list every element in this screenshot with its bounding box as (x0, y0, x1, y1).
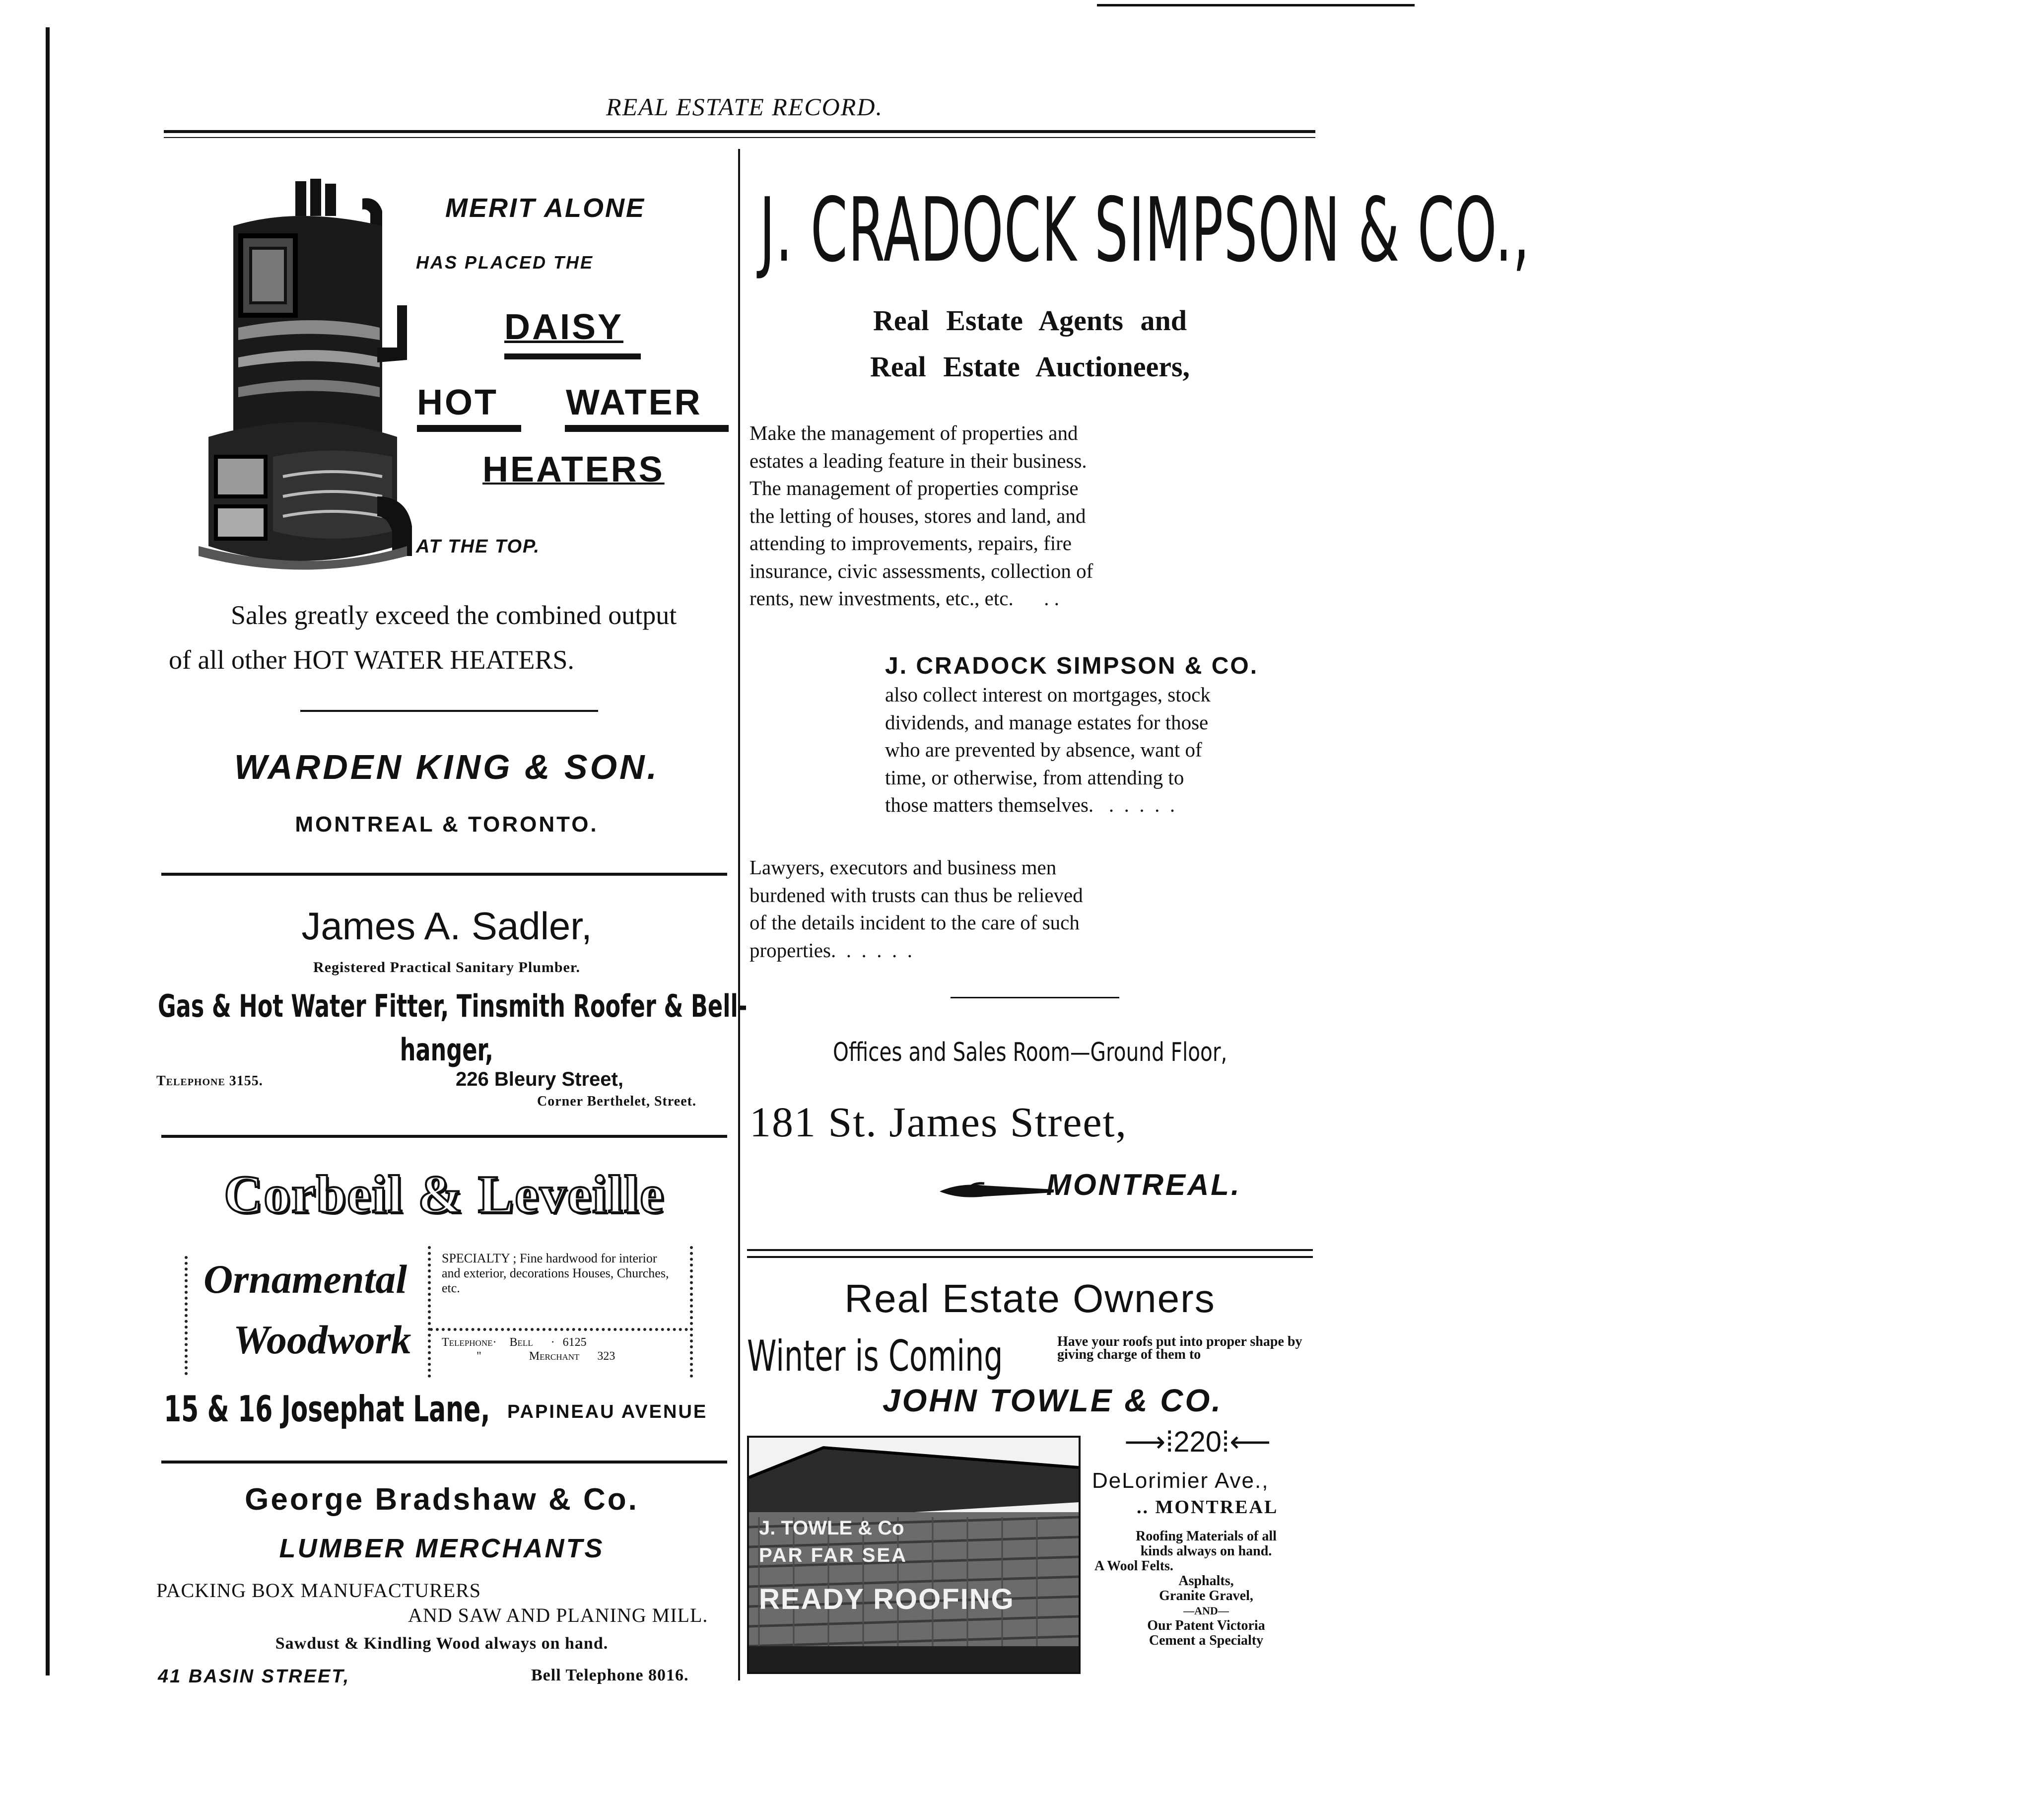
daisy-line-placed: HAS PLACED THE (416, 252, 594, 273)
section-rule-1 (161, 873, 727, 876)
daisy-cities: MONTREAL & TORONTO. (295, 812, 599, 837)
simpson-sub-2: Real Estate Auctioneers, (870, 350, 1190, 383)
daisy-water-underline (565, 425, 729, 432)
towle-heading: Real Estate Owners (844, 1276, 1216, 1321)
daisy-water: WATER (566, 383, 702, 422)
simpson-name (759, 179, 1530, 283)
corbeil-dotted-row (430, 1328, 688, 1331)
corbeil-telephone-block (442, 1335, 680, 1363)
simpson-p2-line-5: those matters themselves. . . . . . (885, 793, 1175, 816)
ornament-left-icon: ⟶⁞ (1124, 1426, 1174, 1458)
sadler-trades-1 (158, 988, 748, 1024)
daisy-hot: HOT (417, 383, 498, 422)
simpson-p2-line-4: time, or otherwise, from attending to (885, 766, 1184, 789)
towle-material-7: Our Patent Victoria (1147, 1618, 1265, 1633)
corbeil-tel-merchant: 323 (597, 1350, 615, 1363)
sadler-corner: Corner Berthelet, Street. (537, 1094, 696, 1109)
towle-company: JOHN TOWLE & CO. (883, 1383, 1223, 1418)
towle-winter-text: Winter is Coming (747, 1331, 1003, 1381)
towle-number: 220 (1173, 1426, 1222, 1458)
daisy-brand-underline (504, 353, 641, 359)
page-header: REAL ESTATE RECORD. (606, 93, 883, 121)
corbeil-tel-merchant-label: Merchant (529, 1350, 580, 1363)
simpson-p3-line-4: properties. . . . . . (749, 938, 912, 962)
bradshaw-name: George Bradshaw & Co. (245, 1482, 639, 1517)
simpson-p1-line-7: rents, new investments, etc., etc. . . (749, 587, 1059, 610)
daisy-company: WARDEN KING & SON. (234, 748, 660, 786)
building-sign-3: READY ROOFING (759, 1583, 1015, 1615)
corbeil-ornamental: Ornamental (204, 1256, 408, 1302)
bradshaw-business: LUMBER MERCHANTS (279, 1534, 605, 1563)
section-rule-2 (161, 1135, 727, 1138)
simpson-sub-1: Real Estate Agents and (873, 304, 1187, 337)
simpson-p3-line-2: burdened with trusts can thus be relieved (749, 883, 1083, 907)
corbeil-dotted-left (185, 1256, 188, 1375)
sadler-telephone: Telephone 3155. (156, 1073, 263, 1089)
column-divider (738, 149, 740, 1680)
ornament-right-icon: ⁞⟵ (1222, 1426, 1271, 1458)
sadler-trades-2 (169, 1032, 725, 1068)
section-rule-right-bottom (747, 1256, 1313, 1258)
simpson-p3-line-3: of the details incident to the care of such (749, 911, 1080, 934)
pointing-hand-icon (940, 1182, 1054, 1201)
corbeil-woodwork: Woodwork (233, 1317, 411, 1362)
simpson-offices-text: Offices and Sales Room—Ground Floor, (832, 1038, 1227, 1067)
corbeil-tel-label: Telephone (442, 1336, 493, 1349)
simpson-p1-line-4: the letting of houses, stores and land, and (749, 504, 1086, 527)
boiler-heater-engraving (169, 179, 412, 571)
bradshaw-address: 41 BASIN STREET, (158, 1666, 350, 1687)
sadler-street: 226 Bleury Street, (456, 1068, 623, 1090)
simpson-p2-line-1: also collect interest on mortgages, stock (885, 683, 1211, 706)
towle-street: DeLorimier Ave., (1092, 1468, 1269, 1493)
daisy-brand: DAISY (504, 307, 624, 347)
bradshaw-line-2: AND SAW AND PLANING MILL. (408, 1604, 708, 1626)
sadler-title: Registered Practical Sanitary Plumber. (313, 959, 580, 976)
corbeil-specialty: SPECIALTY ; Fine hardwood for interior and exterior, decorations Houses, Churches, etc. (442, 1251, 669, 1295)
towle-material-2: kinds always on hand. (1140, 1543, 1272, 1559)
roofing-building-engraving (747, 1436, 1081, 1674)
corbeil-address-text: 15 & 16 Josephat Lane, (164, 1388, 490, 1430)
towle-material-5: Granite Gravel, (1159, 1588, 1253, 1604)
simpson-offices (745, 1038, 1315, 1067)
sadler-trades-1-text: Gas & Hot Water Fitter, Tinsmith Roofer & Bell- (158, 988, 748, 1024)
towle-material-6: —AND— (1183, 1605, 1229, 1617)
top-right-corner-rule (1097, 4, 1415, 6)
simpson-name-text: J. CRADOCK SIMPSON & CO., (759, 179, 1530, 281)
simpson-p1-line-6: insurance, civic assessments, collection of (749, 559, 1093, 582)
daisy-separator (300, 710, 598, 712)
header-rule-top (164, 130, 1315, 133)
daisy-body-2: of all other HOT WATER HEATERS. (169, 645, 574, 675)
daisy-at-top: AT THE TOP. (416, 536, 541, 557)
corbeil-tel-row-1: Telephone· Bell · 6125 (442, 1336, 587, 1349)
simpson-address: 181 St. James Street, (749, 1098, 1127, 1146)
sadler-trades-2-text: hanger, (400, 1032, 494, 1068)
daisy-body-1: Sales greatly exceed the combined output (231, 600, 677, 630)
simpson-p1-line-1: Make the management of properties and (749, 421, 1078, 444)
simpson-p1-line-3: The management of properties comprise (749, 477, 1079, 499)
bradshaw-line-3: Sawdust & Kindling Wood always on hand. (275, 1634, 609, 1653)
left-binding-rule (46, 27, 50, 1675)
simpson-name-2: J. CRADOCK SIMPSON & CO. (885, 653, 1259, 679)
corbeil-tel-bell: 6125 (562, 1336, 587, 1349)
simpson-separator (951, 997, 1119, 998)
building-sign-2: PAR FAR SEA (759, 1544, 907, 1566)
corbeil-dotted-right (690, 1246, 693, 1378)
header-rule-bottom (164, 137, 1315, 138)
simpson-p1-line-5: attending to improvements, repairs, fire (749, 532, 1072, 555)
simpson-p3-line-1: Lawyers, executors and business men (749, 856, 1057, 879)
simpson-p2-line-2: dividends, and manage estates for those (885, 710, 1209, 734)
bradshaw-telephone: Bell Telephone 8016. (531, 1666, 689, 1684)
corbeil-tel-bell-label: Bell (509, 1336, 533, 1349)
towle-material-3: A Wool Felts. (1094, 1558, 1173, 1574)
corbeil-name: Corbeil & Leveille (224, 1165, 665, 1224)
corbeil-ditto: " (477, 1350, 481, 1363)
simpson-p2-line-3: who are prevented by absence, want of (885, 738, 1202, 761)
corbeil-dotted-mid (428, 1246, 431, 1378)
towle-materials (1090, 1529, 1323, 1648)
towle-advice: Have your roofs put into proper shape by giving charge of them to (1057, 1334, 1302, 1362)
towle-material-8: Cement a Specialty (1149, 1633, 1264, 1648)
simpson-p1-line-2: estates a leading feature in their business. (749, 449, 1087, 472)
sadler-name: James A. Sadler, (301, 904, 592, 948)
corbeil-tel-row-2 (442, 1349, 680, 1363)
simpson-paragraph-3 (749, 854, 1083, 964)
towle-material-1: Roofing Materials of all (1136, 1529, 1277, 1544)
simpson-paragraph-1 (749, 419, 1093, 613)
daisy-hot-underline (417, 425, 521, 432)
towle-material-4: Asphalts, (1178, 1573, 1234, 1589)
building-sign-1: J. TOWLE & Co (759, 1517, 904, 1539)
towle-city: .. MONTREAL (1137, 1497, 1279, 1518)
daisy-line-merit: MERIT ALONE (445, 193, 645, 223)
daisy-heaters: HEATERS (482, 450, 665, 489)
simpson-paragraph-2 (885, 681, 1211, 819)
section-rule-right-top (747, 1249, 1313, 1251)
simpson-city: MONTREAL. (1046, 1168, 1241, 1201)
section-rule-3 (161, 1461, 727, 1464)
bradshaw-line-1: PACKING BOX MANUFACTURERS (156, 1579, 481, 1602)
corbeil-avenue: PAPINEAU AVENUE (507, 1401, 708, 1422)
towle-number-row (1124, 1425, 1271, 1459)
